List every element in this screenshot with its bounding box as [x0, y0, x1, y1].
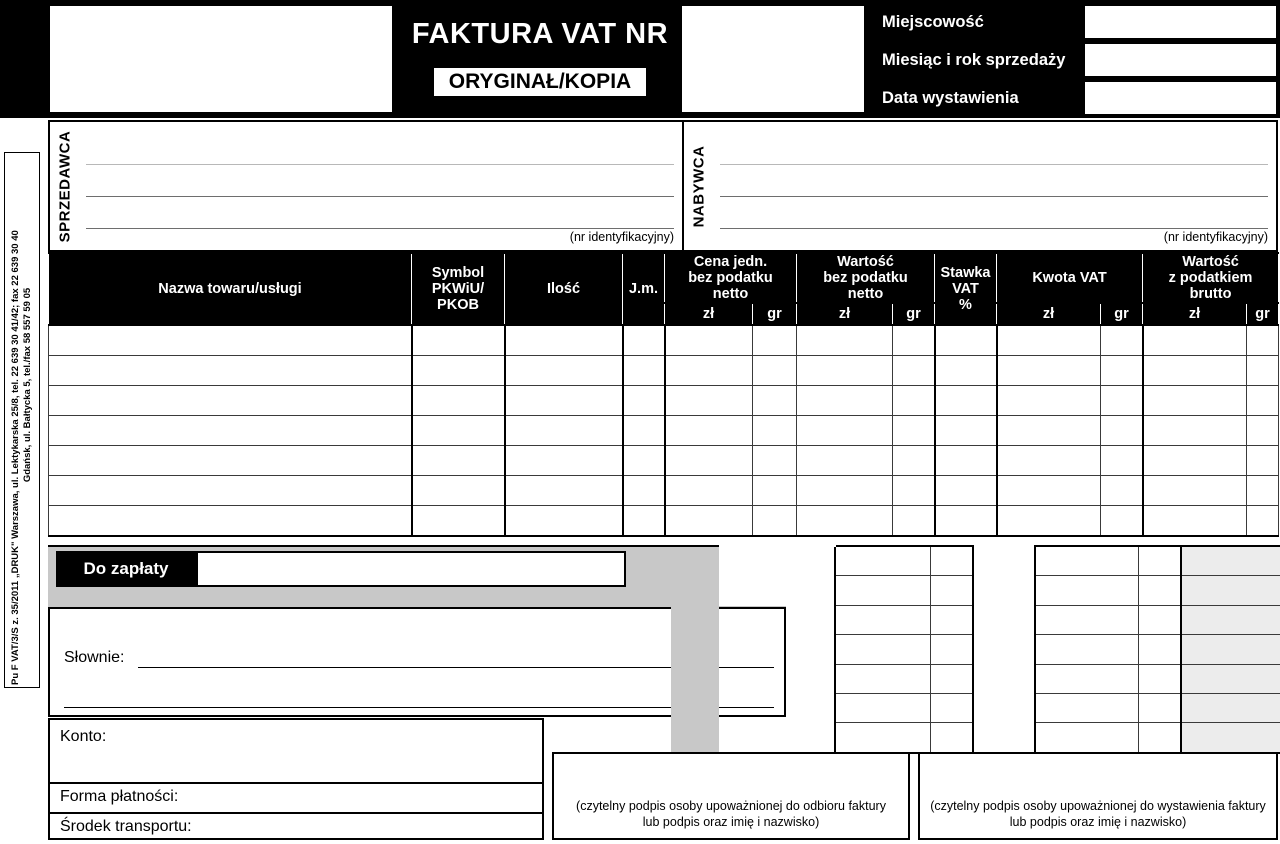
payment-details-box [48, 718, 544, 840]
cell-vat-rate[interactable] [935, 386, 997, 416]
field-data-wystawienia [872, 80, 1278, 116]
summary-total-label: Razem [719, 546, 835, 576]
summary-gross-zl[interactable] [1181, 605, 1280, 634]
seller-tag: SPRZEDAWCA [56, 130, 74, 242]
cell-unit-price-gr[interactable] [753, 506, 797, 537]
cell-unit-price-gr[interactable] [753, 386, 797, 416]
cell-quantity[interactable] [505, 446, 623, 476]
payment-form-label: Forma płatności: [60, 788, 179, 805]
cell-unit[interactable] [623, 506, 665, 537]
summary-vat-gr[interactable] [1139, 664, 1181, 693]
receiver-signature-box[interactable] [552, 752, 910, 840]
cell-name[interactable] [49, 446, 412, 476]
cell-gross-zl[interactable] [1143, 325, 1247, 356]
cell-unit-price-zl[interactable] [665, 476, 753, 506]
in-words-label: Słownie: [64, 649, 125, 666]
cell-vat-rate[interactable] [935, 476, 997, 506]
seller-id-caption: (nr identyfikacyjny) [569, 230, 674, 244]
summary-gross-zl[interactable] [1181, 635, 1280, 664]
summary-net-zl[interactable] [835, 605, 931, 634]
summary-vat-gr[interactable] [1139, 723, 1181, 753]
cell-symbol[interactable] [412, 386, 505, 416]
summary-row [671, 635, 1280, 664]
cell-vat-gr[interactable] [1101, 386, 1143, 416]
cell-symbol[interactable] [412, 446, 505, 476]
table-row [49, 446, 1279, 476]
col-header-quantity: Ilość [505, 253, 623, 325]
issuer-signature-caption-1: (czytelny podpis osoby upoważnionej do wystawienia faktury [930, 799, 1266, 813]
summary-vat-rate[interactable]: 5 [973, 664, 1035, 693]
cell-net-zl[interactable] [797, 325, 893, 356]
col-header-unit-price-zl: zł [665, 303, 753, 325]
buyer-rule-3 [720, 228, 1268, 229]
cell-quantity[interactable] [505, 476, 623, 506]
cell-quantity[interactable] [505, 356, 623, 386]
transport-label: Środek transportu: [60, 818, 192, 835]
publisher-note-line-1: Pu F VAT/3/S z. 35/2011 „DRUK" Warszawa, ul. Lektykarska 25/8, tel. 22 639 30 41/42; fax 22 639 30 40 [10, 230, 21, 685]
summary-vat-gr[interactable] [1139, 635, 1181, 664]
summary-net-zl[interactable] [835, 723, 931, 753]
buyer-tag: NABYWCA [690, 145, 708, 227]
summary-row [671, 605, 1280, 634]
summary-row-label [719, 605, 835, 634]
cell-net-gr[interactable] [893, 446, 935, 476]
col-header-gross-value: Wartość z podatkiem brutto [1143, 253, 1279, 303]
summary-row [671, 723, 1280, 753]
cell-gross-gr[interactable] [1247, 356, 1279, 386]
cell-symbol[interactable] [412, 416, 505, 446]
summary-vat-gr[interactable] [1139, 605, 1181, 634]
summary-vat-zl[interactable] [1035, 664, 1139, 693]
cell-net-zl[interactable] [797, 506, 893, 537]
summary-gross-zl[interactable] [1181, 576, 1280, 605]
cell-gross-zl[interactable] [1143, 356, 1247, 386]
cell-unit[interactable] [623, 325, 665, 356]
publisher-note [4, 152, 40, 688]
col-header-gross-gr: gr [1247, 303, 1279, 325]
summary-net-zl[interactable] [835, 546, 931, 576]
summary-row-label [719, 693, 835, 722]
cell-name[interactable] [49, 476, 412, 506]
summary-net-zl[interactable] [835, 693, 931, 722]
table-row [49, 506, 1279, 537]
receiver-signature-caption-2: lub podpis oraz imię i nazwisko) [642, 815, 820, 829]
cell-vat-zl[interactable] [997, 325, 1101, 356]
cell-name[interactable] [49, 506, 412, 537]
summary-net-gr[interactable] [931, 546, 973, 576]
cell-vat-zl[interactable] [997, 386, 1101, 416]
summary-vat-gr[interactable] [1139, 693, 1181, 722]
cell-symbol[interactable] [412, 325, 505, 356]
cell-name[interactable] [49, 386, 412, 416]
cell-symbol[interactable] [412, 506, 505, 537]
summary-net-gr[interactable] [931, 723, 973, 753]
summary-net-gr[interactable] [931, 664, 973, 693]
summary-vat-rate[interactable]: x [973, 546, 1035, 576]
cell-net-gr[interactable] [893, 356, 935, 386]
cell-vat-zl[interactable] [997, 506, 1101, 537]
cell-unit[interactable] [623, 476, 665, 506]
cell-net-zl[interactable] [797, 356, 893, 386]
table-row [49, 386, 1279, 416]
cell-gross-zl[interactable] [1143, 506, 1247, 537]
cell-unit[interactable] [623, 386, 665, 416]
cell-net-gr[interactable] [893, 416, 935, 446]
buyer-input-area[interactable] [714, 122, 1276, 250]
cell-vat-gr[interactable] [1101, 356, 1143, 386]
seller-rule-1 [86, 164, 674, 165]
cell-gross-gr[interactable] [1247, 386, 1279, 416]
col-header-unit-price: Cena jedn. bez podatku netto [665, 253, 797, 303]
summary-vat-rate[interactable]: 23 [973, 605, 1035, 634]
cell-vat-zl[interactable] [997, 356, 1101, 386]
summary-vat-zl[interactable] [1035, 605, 1139, 634]
cell-gross-zl[interactable] [1143, 446, 1247, 476]
buyer-rule-2 [720, 196, 1268, 197]
cell-unit[interactable] [623, 356, 665, 386]
cell-unit-price-gr[interactable] [753, 446, 797, 476]
summary-vat-rate[interactable] [973, 723, 1035, 753]
cell-vat-rate[interactable] [935, 446, 997, 476]
parties-section [48, 120, 1278, 252]
summary-gross-zl[interactable] [1181, 693, 1280, 722]
summary-vat-zl[interactable] [1035, 693, 1139, 722]
issuer-signature-caption-2: lub podpis oraz imię i nazwisko) [1009, 815, 1187, 829]
cell-name[interactable] [49, 325, 412, 356]
cell-quantity[interactable] [505, 506, 623, 537]
summary-net-zl[interactable] [835, 576, 931, 605]
cell-net-zl[interactable] [797, 386, 893, 416]
cell-unit-price-gr[interactable] [753, 325, 797, 356]
invoice-number-box[interactable] [680, 4, 866, 114]
col-header-unit: J.m. [623, 253, 665, 325]
summary-row [671, 664, 1280, 693]
cell-unit-price-zl[interactable] [665, 386, 753, 416]
cell-gross-zl[interactable] [1143, 386, 1247, 416]
cell-net-gr[interactable] [893, 386, 935, 416]
summary-spacer [671, 723, 719, 753]
col-header-net-zl: zł [797, 303, 893, 325]
cell-unit-price-gr[interactable] [753, 356, 797, 386]
table-row [49, 356, 1279, 386]
summary-row-label [719, 664, 835, 693]
cell-name[interactable] [49, 416, 412, 446]
seller-logo-box[interactable] [48, 4, 394, 114]
col-header-symbol: Symbol PKWiU/ PKOB [412, 253, 505, 325]
cell-gross-gr[interactable] [1247, 506, 1279, 537]
cell-vat-gr[interactable] [1101, 476, 1143, 506]
summary-gross-zl[interactable] [1181, 546, 1280, 576]
field-miejscowosc-label: Miejscowość [872, 4, 1080, 40]
cell-vat-rate[interactable] [935, 325, 997, 356]
cell-name[interactable] [49, 356, 412, 386]
cell-net-gr[interactable] [893, 506, 935, 537]
cell-net-zl[interactable] [797, 476, 893, 506]
summary-spacer [671, 693, 719, 722]
col-header-vat-zl: zł [997, 303, 1101, 325]
cell-unit-price-zl[interactable] [665, 325, 753, 356]
buyer-id-caption: (nr identyfikacyjny) [1163, 230, 1268, 244]
summary-net-gr[interactable] [931, 693, 973, 722]
summary-spacer [671, 605, 719, 634]
summary-vat-zl[interactable] [1035, 723, 1139, 753]
vat-summary-table [670, 545, 1280, 754]
seller-block [50, 122, 684, 250]
summary-spacer [671, 576, 719, 605]
col-header-unit-price-gr: gr [753, 303, 797, 325]
cell-net-zl[interactable] [797, 446, 893, 476]
cell-vat-zl[interactable] [997, 446, 1101, 476]
summary-vat-zl[interactable] [1035, 576, 1139, 605]
cell-unit[interactable] [623, 416, 665, 446]
field-miejscowosc [872, 4, 1278, 40]
cell-vat-gr[interactable] [1101, 325, 1143, 356]
publisher-note-line-2: Gdańsk, ul. Bałtycka 5, tel./fax 58 557 59 05 [22, 287, 33, 483]
summary-spacer [671, 546, 719, 576]
col-header-gross-zl: zł [1143, 303, 1247, 325]
summary-net-gr[interactable] [931, 576, 973, 605]
summary-vat-gr[interactable] [1139, 576, 1181, 605]
summary-row-label [719, 723, 835, 753]
issuer-signature-box[interactable] [918, 752, 1278, 840]
summary-net-gr[interactable] [931, 605, 973, 634]
cell-gross-zl[interactable] [1143, 416, 1247, 446]
cell-net-zl[interactable] [797, 416, 893, 446]
page-title: FAKTURA VAT NR [411, 17, 669, 50]
field-miesiac-rok-input[interactable] [1083, 42, 1278, 78]
col-header-vat-amount: Kwota VAT [997, 253, 1143, 303]
amount-due-label: Do zapłaty [56, 551, 196, 587]
summary-row [671, 693, 1280, 722]
cell-vat-zl[interactable] [997, 416, 1101, 446]
col-header-vat-rate: Stawka VAT % [935, 253, 997, 325]
field-data-wystawienia-label: Data wystawienia [872, 80, 1080, 116]
summary-row [671, 576, 1280, 605]
cell-vat-rate[interactable] [935, 356, 997, 386]
account-field[interactable] [50, 720, 542, 782]
cell-gross-gr[interactable] [1247, 325, 1279, 356]
summary-vat-rate[interactable]: zw. [973, 576, 1035, 605]
field-data-wystawienia-input[interactable] [1083, 80, 1278, 116]
summary-gross-zl[interactable] [1181, 723, 1280, 753]
in-words-rule-2[interactable] [64, 707, 774, 708]
payment-form-field[interactable] [50, 782, 542, 812]
summary-vat-rate[interactable]: 0 [973, 693, 1035, 722]
line-items-table [48, 252, 1279, 537]
summary-vat-gr[interactable] [1139, 546, 1181, 576]
summary-row-label [719, 635, 835, 664]
table-row [49, 416, 1279, 446]
cell-gross-gr[interactable] [1247, 446, 1279, 476]
summary-of-which-label: w tym: [719, 576, 835, 605]
cell-unit-price-zl[interactable] [665, 416, 753, 446]
cell-quantity[interactable] [505, 325, 623, 356]
summary-spacer [671, 635, 719, 664]
field-miesiac-rok [872, 42, 1278, 78]
account-label: Konto: [60, 728, 107, 745]
cell-quantity[interactable] [505, 416, 623, 446]
table-row [49, 325, 1279, 356]
cell-vat-gr[interactable] [1101, 446, 1143, 476]
summary-vat-rate[interactable]: 8 [973, 635, 1035, 664]
cell-unit[interactable] [623, 446, 665, 476]
seller-rule-3 [86, 228, 674, 229]
cell-gross-gr[interactable] [1247, 476, 1279, 506]
cell-unit-price-gr[interactable] [753, 476, 797, 506]
copy-marker: ORYGINAŁ/KOPIA [434, 68, 646, 96]
cell-net-gr[interactable] [893, 476, 935, 506]
cell-vat-rate[interactable] [935, 506, 997, 537]
receiver-signature-caption-1: (czytelny podpis osoby upoważnionej do odbioru faktury [576, 799, 886, 813]
field-miejscowosc-input[interactable] [1083, 4, 1278, 40]
cell-symbol[interactable] [412, 476, 505, 506]
summary-net-gr[interactable] [931, 635, 973, 664]
cell-unit-price-gr[interactable] [753, 416, 797, 446]
buyer-block [684, 122, 1276, 250]
summary-net-zl[interactable] [835, 635, 931, 664]
table-row [49, 476, 1279, 506]
cell-gross-zl[interactable] [1143, 476, 1247, 506]
cell-symbol[interactable] [412, 356, 505, 386]
cell-quantity[interactable] [505, 386, 623, 416]
seller-input-area[interactable] [80, 122, 682, 250]
cell-net-gr[interactable] [893, 325, 935, 356]
summary-row [671, 546, 1280, 576]
amount-due-input[interactable] [196, 551, 626, 587]
transport-field[interactable] [50, 812, 542, 842]
col-header-net-gr: gr [893, 303, 935, 325]
seller-rule-2 [86, 196, 674, 197]
buyer-rule-1 [720, 164, 1268, 165]
summary-net-zl[interactable] [835, 664, 931, 693]
col-header-vat-gr: gr [1101, 303, 1143, 325]
cell-vat-gr[interactable] [1101, 416, 1143, 446]
col-header-name: Nazwa towaru/usługi [49, 253, 412, 325]
cell-vat-rate[interactable] [935, 416, 997, 446]
summary-vat-zl[interactable] [1035, 546, 1139, 576]
col-header-net-value: Wartość bez podatku netto [797, 253, 935, 303]
cell-unit-price-zl[interactable] [665, 506, 753, 537]
summary-vat-zl[interactable] [1035, 635, 1139, 664]
field-miesiac-rok-label: Miesiąc i rok sprzedaży [872, 42, 1080, 78]
cell-vat-zl[interactable] [997, 476, 1101, 506]
summary-spacer [671, 664, 719, 693]
cell-unit-price-zl[interactable] [665, 356, 753, 386]
cell-gross-gr[interactable] [1247, 416, 1279, 446]
cell-vat-gr[interactable] [1101, 506, 1143, 537]
summary-gross-zl[interactable] [1181, 664, 1280, 693]
cell-unit-price-zl[interactable] [665, 446, 753, 476]
